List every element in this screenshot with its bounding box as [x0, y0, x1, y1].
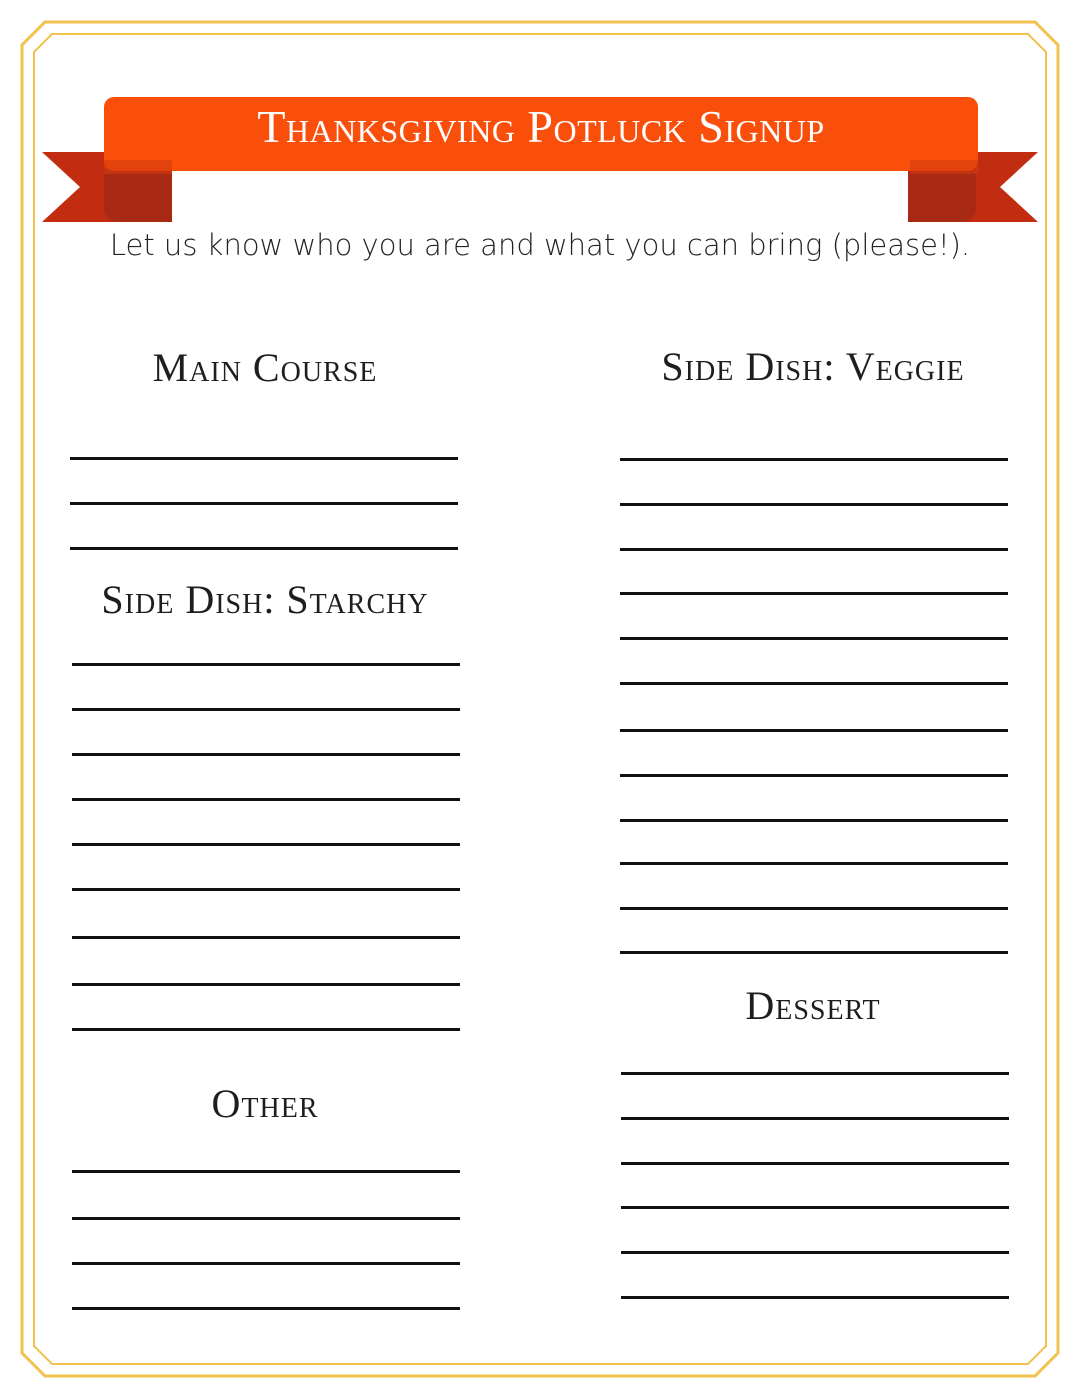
main-course-write-line[interactable]: [70, 547, 458, 550]
other-write-line[interactable]: [72, 1217, 460, 1220]
side-starchy-write-line[interactable]: [72, 1028, 460, 1031]
side-veggie-write-line[interactable]: [620, 637, 1008, 640]
dessert-write-line[interactable]: [621, 1072, 1009, 1075]
side-starchy-write-line[interactable]: [72, 798, 460, 801]
side-starchy-write-line[interactable]: [72, 753, 460, 756]
main-course-write-line[interactable]: [70, 457, 458, 460]
side-starchy-write-line[interactable]: [72, 888, 460, 891]
other-write-line[interactable]: [72, 1262, 460, 1265]
side-starchy-write-line[interactable]: [72, 843, 460, 846]
page-title: Thanksgiving Potluck Signup: [257, 101, 825, 152]
side-veggie-write-line[interactable]: [620, 729, 1008, 732]
other-write-line[interactable]: [72, 1170, 460, 1173]
heading-dessert: Dessert: [745, 983, 881, 1028]
side-veggie-write-line[interactable]: [620, 503, 1008, 506]
side-veggie-write-line[interactable]: [620, 458, 1008, 461]
ribbon-fold-right: [908, 168, 976, 222]
heading-side-starchy: Side Dish: Starchy: [101, 577, 429, 622]
heading-other: Other: [211, 1081, 319, 1126]
dessert-write-line[interactable]: [621, 1162, 1009, 1165]
dessert-write-line[interactable]: [621, 1117, 1009, 1120]
side-starchy-write-line[interactable]: [72, 936, 460, 939]
dessert-write-line[interactable]: [621, 1206, 1009, 1209]
side-veggie-write-line[interactable]: [620, 592, 1008, 595]
heading-main-course: Main Course: [152, 345, 378, 390]
dessert-write-line[interactable]: [621, 1296, 1009, 1299]
side-veggie-write-line[interactable]: [620, 548, 1008, 551]
side-veggie-write-line[interactable]: [620, 862, 1008, 865]
side-veggie-write-line[interactable]: [620, 907, 1008, 910]
ribbon-fold-left: [104, 168, 172, 222]
side-starchy-write-line[interactable]: [72, 708, 460, 711]
side-veggie-write-line[interactable]: [620, 774, 1008, 777]
side-starchy-write-line[interactable]: [72, 663, 460, 666]
dessert-write-line[interactable]: [621, 1251, 1009, 1254]
side-veggie-write-line[interactable]: [620, 819, 1008, 822]
page-subtitle: Let us know who you are and what you can bring (please!).: [109, 228, 971, 262]
heading-side-veggie: Side Dish: Veggie: [661, 344, 965, 389]
side-starchy-write-line[interactable]: [72, 983, 460, 986]
side-veggie-write-line[interactable]: [620, 951, 1008, 954]
main-course-write-line[interactable]: [70, 502, 458, 505]
side-veggie-write-line[interactable]: [620, 682, 1008, 685]
other-write-line[interactable]: [72, 1307, 460, 1310]
